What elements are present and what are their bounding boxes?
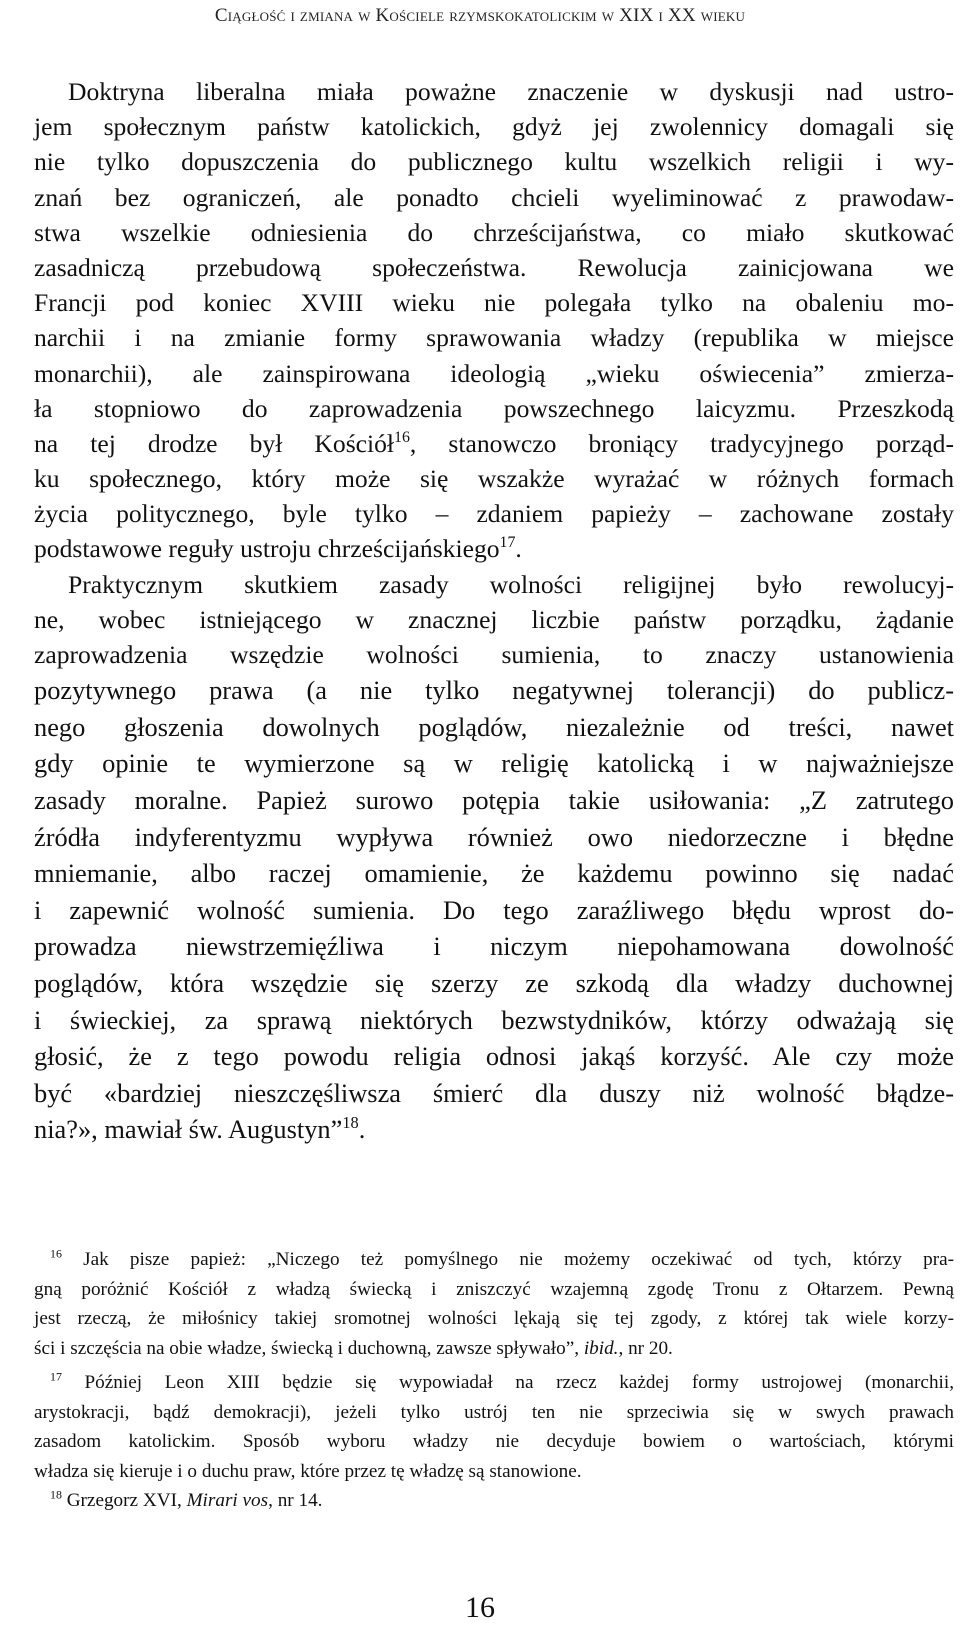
footnote-text: Później Leon XIII będzie się wypowiadał na rzecz każdej formy ustrojowej (monarchii, <box>84 1372 955 1393</box>
running-header <box>0 5 960 27</box>
footnote-17-line: zasadom katolickim. Sposób wyboru władzy nie decyduje bowiem o wartościach, którymi <box>34 1431 954 1452</box>
footnote-17-line: arystokracji, bądź demokracji), jeżeli tylko ustrój ten nie sprzeciwia się w swych prawach <box>34 1401 954 1423</box>
running-header-text: Ciągłość i zmiana w Kościele rzymskokatolickim w XIX i XX wieku <box>214 5 746 26</box>
footnote-number: 17 <box>50 1369 62 1384</box>
footnote-number: 16 <box>50 1246 62 1261</box>
footnote-16-line: gną poróżnić Kościół z władzą świecką i zniszczyć wzajemną zgodę Tronu z Ołtarzem. Pewną <box>34 1278 954 1300</box>
body-line: poglądów, która wszędzie się szerzy ze szkodą dla władzy duchownej <box>34 967 954 998</box>
body-text: podstawowe reguły ustroju chrześcijańskiego <box>34 534 500 564</box>
footnote-16-line: jest rzeczą, że miłośnicy takiej sromotnej wolności lękają się tej zgody, z której tak wiele korzy- <box>34 1308 954 1329</box>
footnote-text: , nr 20. <box>618 1337 673 1359</box>
body-line <box>34 531 954 566</box>
body-line: Francji pod koniec XVIII wieku nie polegała tylko na obaleniu mo- <box>34 288 954 318</box>
body-line: Praktycznym skutkiem zasady wolności religijnej było rewolucyj- <box>68 569 954 599</box>
footnote-text: , nr 14. <box>268 1490 323 1511</box>
body-line: głosić, że z tego powodu religia odnosi jakąś korzyść. Ale czy może <box>34 1041 954 1072</box>
body-line: gdy opinie te wymierzone są w religię katolicką i w najważniejsze <box>34 748 954 779</box>
body-line: życia politycznego, byle tylko – zdaniem papieży – zachowane zostały <box>34 499 954 529</box>
footnotes <box>34 1245 954 1516</box>
body-line: jem społecznym państw katolickich, gdyż jej zwolennicy domagali się <box>34 112 954 142</box>
footnote-17-line: władza się kieruje i o duchu praw, które przez tę władzę są stanowione. <box>34 1460 582 1482</box>
body-line: pozytywnego prawa (a nie tylko negatywnej tolerancji) do publicz- <box>34 675 954 706</box>
body-text: na tej drodze był Kościół <box>34 428 395 458</box>
body-line: zaprowadzenia wszędzie wolności sumienia, to znaczy ustanowienia <box>34 640 954 669</box>
body-line: źródła indyferentyzmu wypływa również owo niedorzeczne i błędne <box>34 821 954 852</box>
footnote-18-line <box>34 1486 954 1516</box>
footnote-16-line <box>34 1334 954 1364</box>
footnote-ibid: ibid. <box>583 1337 619 1359</box>
footnote-ref-18: 18 <box>342 1113 359 1133</box>
footnote-ref-17: 17 <box>499 534 516 552</box>
footnote-text: Jak pisze papież: „Niczego też pomyślnego nie możemy oczekiwać od tych, którzy pra- <box>83 1249 955 1270</box>
body-line: być «bardziej nieszczęśliwsza śmierć dla duszy niż wolność błądze- <box>34 1077 954 1108</box>
body-line: ne, wobec istniejącego w znacznej liczbie państw porządku, żądanie <box>34 604 954 634</box>
body-line: zasadniczą przebudową społeczeństwa. Rewolucja zainicjowana we <box>34 252 954 282</box>
body-line: i świeckiej, za sprawą niektórych bezwstydników, którzy odważają się <box>34 1004 954 1035</box>
body-line: nie tylko dopuszczenia do publicznego kultu wszelkich religii i wy- <box>34 147 954 177</box>
footnote-text: ści i szczęścia na obie władze, świecką i duchowną, zawsze spływało”, <box>34 1337 584 1359</box>
footnote-number: 18 <box>50 1487 62 1502</box>
body-line <box>34 1111 954 1148</box>
body-line: Doktryna liberalna miała poważne znaczenie w dyskusji nad ustro- <box>68 77 954 106</box>
body-text: . <box>358 1114 366 1145</box>
body-text: nia?», mawiał św. Augustyn” <box>34 1114 343 1145</box>
footnote-16-line <box>34 1245 954 1275</box>
body-line: monarchii), ale zainspirowana ideologią „wieku oświecenia” zmierza- <box>34 358 954 388</box>
footnote-ref-16: 16 <box>394 429 410 447</box>
body-line: i zapewnić wolność sumienia. Do tego zaraźliwego błędu wprost do- <box>34 894 954 925</box>
body-line: nego głoszenia dowolnych poglądów, niezależnie od treści, nawet <box>34 711 954 742</box>
body-line: prowadza niewstrzemięźliwa i niczym niepohamowana dowolność <box>34 931 954 962</box>
body-line <box>34 426 954 461</box>
footnote-17-line <box>34 1368 954 1398</box>
body-text: . <box>515 534 522 564</box>
body-line: narchii i na zmianie formy sprawowania władzy (republika w miejsce <box>34 323 954 353</box>
page-number: 16 <box>465 1591 495 1624</box>
body-line: ku społecznego, który może się wszakże wyrażać w różnych formach <box>34 464 954 494</box>
body-line: stwa wszelkie odniesienia do chrześcijaństwa, co miało skutkować <box>34 217 954 247</box>
body-line: mniemanie, albo raczej omamienie, że każdemu powinno się nadać <box>34 858 954 889</box>
footnote-title: Mirari vos <box>186 1490 269 1511</box>
body-line: zasady moralne. Papież surowo potępia takie usiłowania: „Z zatrutego <box>34 784 954 815</box>
body-text: , stanowczo broniący tradycyjnego porząd- <box>409 428 954 458</box>
body-line: znań bez ograniczeń, ale ponadto chcieli wyeliminować z prawodaw- <box>34 182 954 212</box>
body-line: ła stopniowo do zaprowadzenia powszechnego laicyzmu. Przeszkodą <box>34 393 954 423</box>
main-text <box>34 74 954 1148</box>
footnote-text: Grzegorz XVI, <box>66 1490 187 1511</box>
